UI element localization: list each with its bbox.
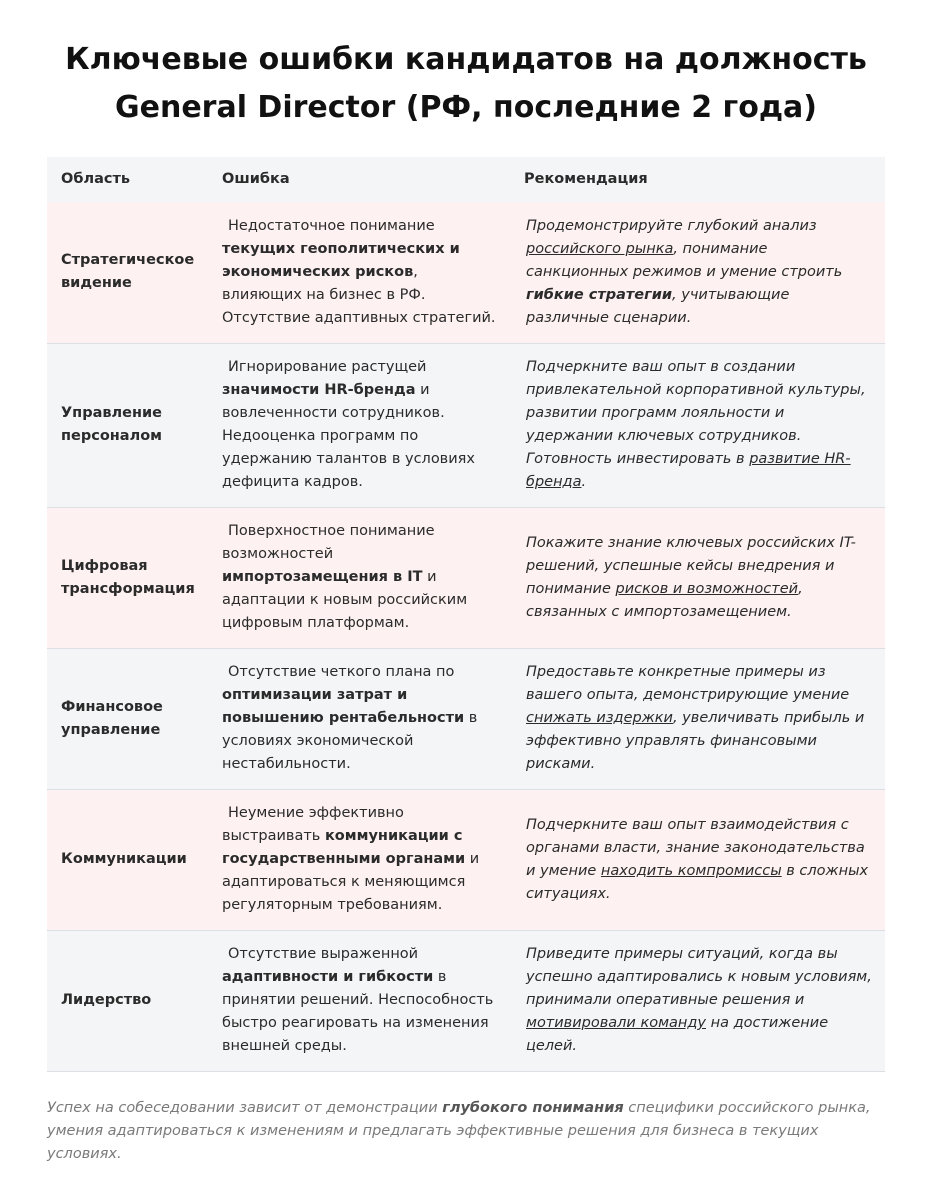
row-mistake: Игнорирование растущей значимости HR-бренда и вовлеченности сотрудников. Недооценка программ по удержанию талантов в условиях дефицита кадров.: [222, 359, 475, 490]
row-mistake: Отсутствие выраженной адаптивности и гибкости в принятии решений. Неспособность быстро реагировать на изменения внешней среды.: [222, 946, 494, 1054]
row-recommendation: Подчеркните ваш опыт в создании привлекательной корпоративной культуры, развитии программ лояльности и удержании ключевых сотрудников. Готовность инвестировать в развитие HR-бренда.: [526, 359, 866, 490]
row-mistake: Недостаточное понимание текущих геополитических и экономических рисков, влияющих на бизнес в РФ. Отсутствие адаптивных стратегий.: [222, 217, 496, 326]
page-title: [0, 0, 932, 132]
highlight-link: мотивировали команду: [526, 1015, 706, 1031]
row-area: Стратегическое видение: [61, 252, 195, 292]
row-area: Лидерство: [61, 992, 152, 1008]
page-title-line1: Ключевые ошибки кандидатов на должность: [65, 42, 867, 77]
row-mistake: Неумение эффективно выстраивать коммуникации с государственными органами и адаптироваться к меняющимся регуляторным требованиям.: [222, 805, 480, 913]
table-row: [47, 202, 885, 343]
footer-note: Успех на собеседовании зависит от демонстрации глубокого понимания специфики российского рынка, умения адаптироваться к изменениям и предлагать эффективные решения для бизнеса в текущих условиях.: [47, 1100, 871, 1162]
table-row: [47, 507, 885, 648]
table-row: [47, 789, 885, 930]
row-recommendation: Подчеркните ваш опыт взаимодействия с органами власти, знание законодательства и умение находить компромиссы в сложных ситуациях.: [526, 816, 869, 902]
table-row: [47, 343, 885, 507]
header-mistake: Ошибка: [208, 157, 510, 202]
highlight-link: российского рынка: [526, 240, 674, 257]
highlight-link: рисков и возможностей: [615, 580, 799, 597]
header-area: Область: [47, 157, 208, 202]
page-title-line2: General Director (РФ, последние 2 года): [114, 90, 818, 125]
row-area: Финансовое управление: [61, 698, 163, 738]
row-recommendation: Продемонстрируйте глубокий анализ российского рынка, понимание санкционных режимов и умение строить гибкие стратегии, учитывающие различные сценарии.: [526, 217, 843, 326]
highlight-link: снижать издержки: [526, 710, 673, 726]
header-recommendation: Рекомендация: [510, 157, 885, 202]
row-area: Коммуникации: [61, 851, 187, 867]
mistakes-table: [47, 157, 885, 1072]
row-mistake: Поверхностное понимание возможностей импортозамещения в IT и адаптации к новым российским цифровым платформам.: [222, 523, 468, 631]
row-recommendation: Предоставьте конкретные примеры из вашего опыта, демонстрирующие умение снижать издержки, увеличивать прибыль и эффективно управлять финансовыми рисками.: [526, 664, 865, 772]
table-row: [47, 930, 885, 1071]
row-area: Цифровая трансформация: [61, 557, 195, 597]
row-mistake: Отсутствие четкого плана по оптимизации затрат и повышению рентабельности в условиях экономической нестабильности.: [222, 664, 478, 772]
row-recommendation: Покажите знание ключевых российских IT-решений, успешные кейсы внедрения и понимание рисков и возможностей, связанных с импортозамещением.: [526, 534, 856, 620]
row-recommendation: Приведите примеры ситуаций, когда вы успешно адаптировались к новым условиям, принимали оперативные решения и мотивировали команду на достижение целей.: [526, 946, 872, 1054]
highlight-link: находить компромиссы: [600, 862, 782, 879]
table-header-row: [47, 157, 885, 202]
highlight-link: развитие HR-бренда: [526, 451, 851, 490]
row-area: Управление персоналом: [61, 405, 163, 444]
table-row: [47, 648, 885, 789]
